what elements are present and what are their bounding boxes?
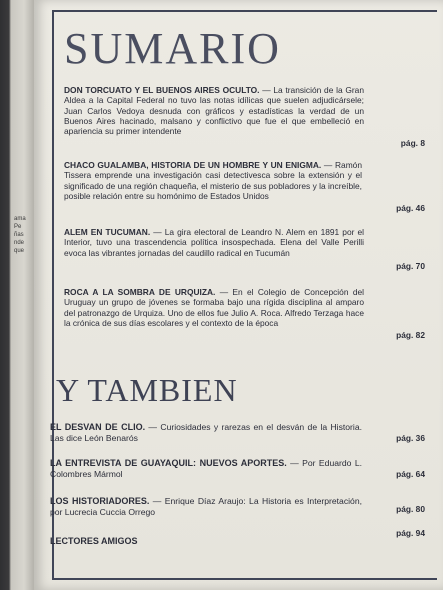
article-summary: — La gira electoral de Leandro N. Alem en 1891 por el Interior, tuvo una trascendencia política insospechada. Elena del Valle Perilli evoca las vibrantes jornadas del caudillo radical en Tucumán (64, 227, 364, 258)
also-entry (50, 458, 362, 480)
also-page-number: pág. 80 (396, 504, 425, 514)
article-heading: CHACO GUALAMBA, HISTORIA DE UN HOMBRE Y UN ENIGMA. (64, 160, 322, 170)
article-summary: — La transición de la Gran Aldea a la Capital Federal no tuvo las notas idílicas que suelen adjudicársele; Juan Carlos Vedoya desnuda con gráficos y estadísticas la verdad de un Buenos Aires hacinado, malsano y conflictivo que fue el que embelleció en apariencia su primer intendente (64, 85, 364, 137)
article-heading: ROCA A LA SOMBRA DE URQUIZA. (64, 287, 216, 297)
article-page-number: pág. 46 (396, 203, 425, 213)
also-entry (50, 422, 362, 444)
article-entry (64, 160, 362, 201)
also-heading: LA ENTREVISTA DE GUAYAQUIL: NUEVOS APORTES. (50, 458, 287, 468)
article-page-number: pág. 70 (396, 261, 425, 271)
adjacent-page-text (14, 215, 34, 255)
article-heading: DON TORCUATO Y EL BUENOS AIRES OCULTO. (64, 85, 260, 95)
strip-fragment: que (14, 248, 25, 254)
strip-fragment: Pe (14, 224, 22, 230)
frame-left-rule (52, 10, 54, 578)
strip-fragment: ñas (14, 232, 24, 238)
contents-page (34, 0, 443, 590)
strip-fragment: ama (14, 216, 26, 222)
also-page-number: pág. 94 (396, 528, 425, 538)
article-entry (64, 227, 364, 258)
also-entry (50, 536, 362, 547)
section-title-also: Y TAMBIEN (56, 372, 238, 408)
adjacent-page-strip (0, 0, 34, 590)
article-page-number: pág. 82 (396, 330, 425, 340)
also-heading: LECTORES AMIGOS (50, 536, 138, 546)
also-entry (50, 496, 362, 518)
article-entry (64, 287, 364, 328)
frame-bottom-rule (52, 578, 437, 580)
also-summary: — Por Eduardo L. Colombres Mármol (50, 458, 362, 479)
also-summary: — Enrique Díaz Araujo: La Historia es Interpretación, por Lucrecia Cuccia Orrego (50, 496, 362, 517)
article-page-number: pág. 8 (400, 138, 425, 148)
also-heading: EL DESVAN DE CLIO. (50, 422, 146, 432)
frame-top-rule (52, 10, 437, 12)
article-summary: — En el Colegio de Concepción del Uruguay un grupo de jóvenes se formaba bajo una rígida disciplina al amparo del patronazgo de Urquiza. Uno de ellos fue Julio A. Roca. Alfredo Terzaga hace la crónica de sus días escolares y el contexto de la época (64, 287, 364, 328)
article-entry (64, 85, 364, 136)
also-summary: — Curiosidades y rarezas en el desván de la Historia. Las dice León Benarós (50, 422, 362, 443)
also-page-number: pág. 36 (396, 433, 425, 443)
article-heading: ALEM EN TUCUMAN. (64, 227, 151, 237)
article-summary: — Ramón Tissera emprende una investigación casi detectivesca sobre la extensión y el significado de una región chaqueña, el misterio de sus pobladores y la increíble, posible relación entre su homónimo de Estados Unidos (64, 160, 362, 201)
also-heading: LOS HISTORIADORES. (50, 496, 150, 506)
page-title: SUMARIO (64, 24, 281, 73)
also-page-number: pág. 64 (396, 469, 425, 479)
strip-fragment: nde (14, 240, 25, 246)
